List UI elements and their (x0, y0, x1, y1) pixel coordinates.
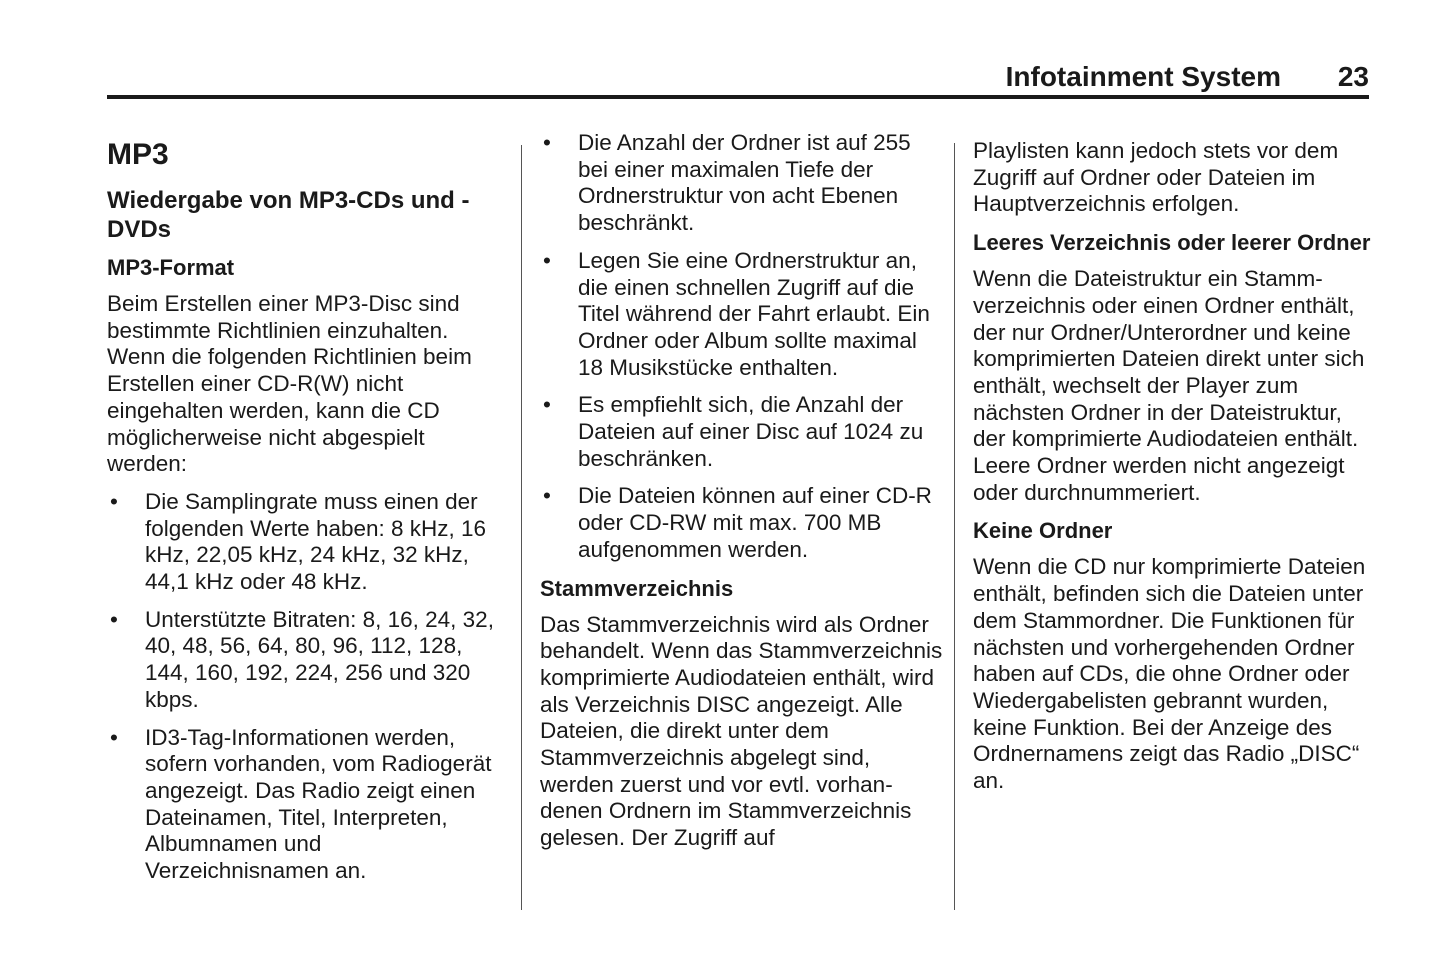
section-heading-mp3: MP3 (107, 138, 169, 171)
list-item (107, 725, 507, 885)
bullet-icon: • (110, 724, 118, 750)
bullet-icon: • (110, 488, 118, 514)
subheading-playback: Wiedergabe von MP3-CDs und -DVDs (107, 187, 470, 243)
list-item (540, 392, 945, 472)
page-number: 23 (1337, 61, 1369, 92)
header-title: Infotainment System (1005, 61, 1281, 92)
list-item-text: Die Anzahl der Ordner ist auf 255 bei einer maximalen Tiefe der Ordnerstruktur von acht Ebenen beschränkt. (578, 130, 911, 236)
bullet-icon: • (110, 606, 118, 632)
page-header (107, 58, 1369, 96)
list-item (540, 248, 945, 382)
list-item (540, 130, 945, 237)
section-title-mp3-format: MP3-Format (107, 255, 235, 280)
bullet-icon: • (543, 483, 551, 509)
list-item (107, 607, 507, 714)
bullet-icon: • (543, 247, 551, 273)
leeres-verzeichnis-paragraph: Wenn die Dateistruktur ein Stammverzeichnis oder einen Ordner enthält, der nur Ordner/Unterordner und keine komprimierten Dateien direkt unter sich enthält, wechselt der Player zum nächsten Ordner in der Dateistruktur, der komprimierte Audiodateien enthält. Leere Ordner werden nicht angezeigt oder durchnummeriert. (973, 266, 1365, 505)
bullet-icon: • (543, 130, 551, 155)
column-3 (973, 130, 1373, 806)
list-item (540, 483, 945, 563)
header-rule (107, 95, 1369, 99)
list-item-text: ID3-Tag-Informationen werden, sofern vorhanden, vom Radiogerät angezeigt. Das Radio zeigt einen Dateinamen, Titel, Interpreten, Albumnamen und Verzeichnisnamen an. (145, 724, 492, 884)
list-item-text: Die Dateien können auf einer CD-R oder CD-RW mit max. 700 MB aufgenommen werden. (578, 483, 932, 562)
column-divider-2 (954, 143, 955, 910)
column-divider-1 (521, 145, 522, 910)
list-item (107, 489, 507, 596)
column-2 (540, 130, 945, 863)
list-item-text: Unterstützte Bitraten: 8, 16, 24, 32, 40, 48, 56, 64, 80, 96, 112, 128, 144, 160, 192, 224, 256 und 320 kbps. (145, 606, 494, 712)
list-item-text: Es empfiehlt sich, die Anzahl der Dateien auf einer Disc auf 1024 zu beschränken. (578, 392, 924, 471)
list-item-text: Legen Sie eine Ordnerstruktur an, die einen schnellen Zugriff auf die Titel während der Fahrt erlaubt. Ein Ordner oder Album sollte maximal 18 Musikstücke enthalten. (578, 247, 930, 380)
bullet-icon: • (543, 392, 551, 418)
intro-paragraph: Beim Erstellen einer MP3-Disc sind bestimmte Richtlinien einzuhalten. Wenn die folgenden Richtlinien beim Erstellen einer CD-R(W) nicht eingehalten werden, kann die CD möglicherweise nicht abgespielt werden: (107, 291, 472, 477)
continued-paragraph: Playlisten kann jedoch stets vor dem Zugriff auf Ordner oder Dateien im Hauptverzeichnis erfolgen. (973, 138, 1339, 217)
stammverzeichnis-paragraph: Das Stammverzeichnis wird als Ordner behandelt. Wenn das Stammverzeichnis komprimierte Audiodateien enthält, wird als Verzeichnis DISC angezeigt. Alle Dateien, die direkt unter dem Stammverzeichnis abgelegt sind, werden zuerst und vor evtl. vorhandenen Ordnern im Stammverzeichnis gelesen. Der Zugriff auf (540, 611, 943, 851)
list-item-text: Die Samplingrate muss einen der folgenden Werte haben: 8 kHz, 16 kHz, 22,05 kHz, 24 kHz, 32 kHz, 44,1 kHz oder 48 kHz. (145, 488, 487, 595)
column-1 (107, 130, 507, 896)
section-title-keine-ordner: Keine Ordner (973, 518, 1113, 544)
keine-ordner-paragraph: Wenn die CD nur komprimierte Dateien enthält, befinden sich die Dateien unter dem Stammordner. Die Funktionen für nächsten und vorhergehenden Ordner haben auf CDs, die ohne Ordner oder Wiedergabelisten gebrannt wurden, keine Funktion. Bei der Anzeige des Ordnernamens zeigt das Radio „DISC“ an. (973, 554, 1366, 794)
section-title-leeres-verzeichnis: Leeres Verzeichnis oder leerer Ordner (973, 230, 1371, 256)
bullet-list-1 (107, 489, 507, 885)
section-title-stammverzeichnis: Stammverzeichnis (540, 575, 734, 601)
bullet-list-2 (540, 130, 945, 564)
